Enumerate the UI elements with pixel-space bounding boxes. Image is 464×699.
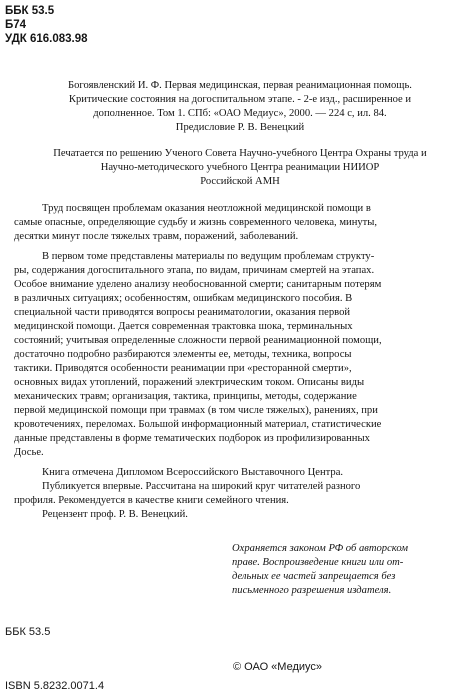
bottom-bbk-code: ББК 53.5 bbox=[5, 626, 51, 638]
isbn-number: ISBN 5.8232.0071.4 bbox=[5, 680, 105, 692]
text-line: медицинской помощи. Дается современная трактовка шока, терминальных bbox=[14, 321, 353, 332]
copyright-warning bbox=[232, 542, 454, 598]
text-line: Публикуется впервые. Рассчитана на широкий круг читателей разного bbox=[42, 481, 361, 492]
text-line: тактики. Приводятся особенности реанимации при «ресторанной смерти», bbox=[14, 363, 352, 374]
text-line: Труд посвящен проблемам оказания неотложной медицинской помощи в bbox=[42, 203, 371, 214]
biblio-line: Богоявленский И. Ф. Первая медицинская, первая реанимационная помощь. bbox=[68, 80, 412, 91]
biblio-line: Критические состояния на догоспитальном этапе. - 2-е изд., расширенное и bbox=[68, 94, 412, 105]
text-line: состояний; учитывая определенные сложности первой реанимационной помощи, bbox=[14, 335, 382, 346]
note-line: Печатается по решению Ученого Совета Научно-учебного Центра Охраны труда и bbox=[53, 148, 427, 159]
abstract-paragraph-3 bbox=[14, 466, 454, 522]
text-line: самые опасные, определяющие судьбу и жизнь современного человека, минуты, bbox=[14, 217, 378, 228]
text-line: Особое внимание уделено анализу необоснованной смерти; санитарным потерям bbox=[14, 279, 382, 290]
publisher-copyright: © ОАО «Медиус» bbox=[233, 661, 323, 673]
print-approval-note bbox=[30, 147, 450, 189]
abstract-paragraph-2 bbox=[14, 250, 454, 460]
text-line: кровотечениях, переломах. Большой информационный материал, статистические bbox=[14, 419, 382, 430]
warning-line: письменного разрешения издателя. bbox=[232, 585, 392, 596]
text-line: ры, содержания догоспитального этапа, по видам, причинам смертей на этапах. bbox=[14, 265, 375, 276]
text-line: в различных ситуациях; особенностям, ошибкам медицинского пособия. В bbox=[14, 293, 353, 304]
text-line: основных видах утоплений, поражений электрическим током. Описаны виды bbox=[14, 377, 365, 388]
text-line: данные представлены в форме тематических подборок из профилизированных bbox=[14, 433, 370, 444]
text-line: профиля. Рекомендуется в качестве книги семейного чтения. bbox=[14, 495, 289, 506]
warning-line: дельных ее частей запрещается без bbox=[232, 571, 396, 582]
biblio-line: дополненное. Том 1. СПб: «ОАО Медиус», 2000. — 224 с, ил. 84. bbox=[93, 108, 387, 119]
text-line: специальной части приводятся вопросы реаниматологии, оказания первой bbox=[14, 307, 351, 318]
bbk-code: ББК 53.5 bbox=[5, 5, 55, 17]
text-line: механических травм; организация, тактика, принципы, методы, содержание bbox=[14, 391, 357, 402]
bibliographic-description bbox=[30, 79, 450, 135]
author-mark: Б74 bbox=[5, 19, 27, 31]
classification-codes bbox=[5, 4, 88, 46]
warning-line: Охраняется законом РФ об авторском bbox=[232, 543, 408, 554]
abstract-paragraph-1 bbox=[14, 202, 454, 244]
warning-line: праве. Воспроизведение книги или от- bbox=[232, 557, 404, 568]
udk-code: УДК 616.083.98 bbox=[5, 33, 88, 45]
text-line: В первом томе представлены материалы по ведущим проблемам структу- bbox=[42, 251, 375, 262]
text-line: первой медицинской помощи при травмах (в том числе тяжелых), ранениях, при bbox=[14, 405, 378, 416]
text-line: достаточно подробно разбираются элементы ее, методы, техника, вопросы bbox=[14, 349, 352, 360]
text-line: Досье. bbox=[14, 447, 44, 458]
text-line: десятки минут после тяжелых травм, поражений, заболеваний. bbox=[14, 231, 299, 242]
text-line: Рецензент проф. Р. В. Венецкий. bbox=[42, 509, 188, 520]
note-line: Научно-методического учебного Центра реанимации НИИОР bbox=[100, 162, 380, 173]
note-line: Российской АМН bbox=[200, 176, 280, 187]
text-line: Книга отмечена Дипломом Всероссийского Выставочного Центра. bbox=[42, 467, 344, 478]
preface-author: Предисловие Р. В. Венецкий bbox=[175, 122, 305, 133]
